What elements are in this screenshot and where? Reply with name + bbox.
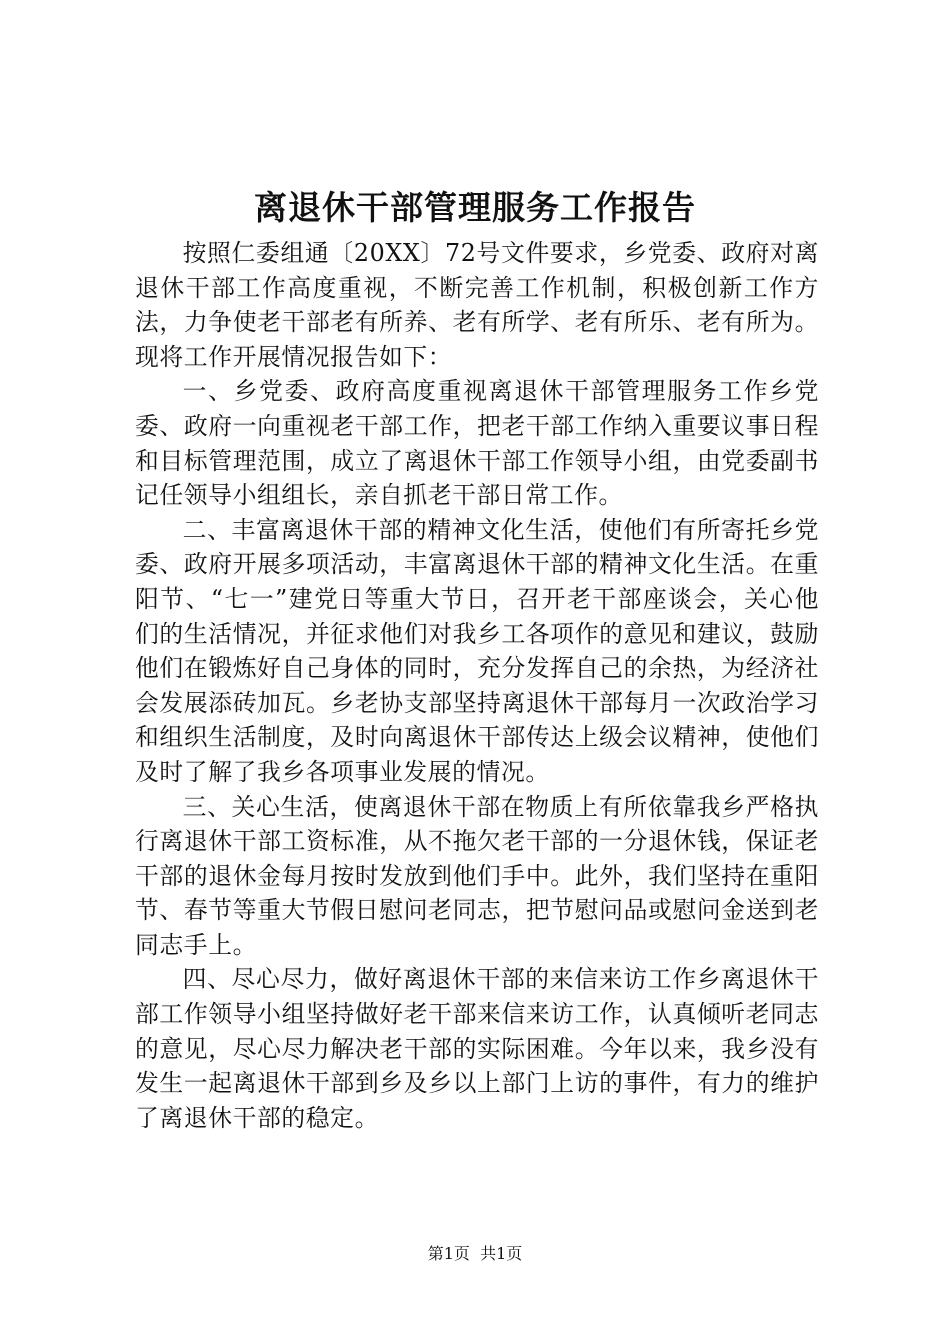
page-number: 第1页 共1页 [427, 1244, 523, 1263]
paragraph-section-1: 一、乡党委、政府高度重视离退休干部管理服务工作乡党委、政府一向重视老干部工作，把老干部工作纳入重要议事日程和目标管理范围，成立了离退休干部工作领导小组，由党委副书记任领导小组组长，亲自抓老干部日常工作。 [135, 377, 819, 510]
paragraph-section-3: 三、关心生活，使离退休干部在物质上有所依靠我乡严格执行离退休干部工资标准，从不拖欠老干部的一分退休钱，保证老干部的退休金每月按时发放到他们手中。此外，我们坚持在重阳节、春节等重大节假日慰问老同志，把节慰问品或慰问金送到老同志手上。 [135, 792, 819, 959]
paragraph-section-4: 四、尽心尽力，做好离退休干部的来信来访工作乡离退休干部工作领导小组坚持做好老干部来信来访工作，认真倾听老同志的意见，尽心尽力解决老干部的实际困难。今年以来，我乡没有发生一起离退休干部到乡及乡以上部门上访的事件，有力的维护了离退休干部的稳定。 [135, 965, 819, 1132]
page-footer [0, 1243, 950, 1265]
document-title: 离退休干部管理服务工作报告 [254, 188, 696, 227]
document-body [135, 236, 819, 1135]
paragraph-section-2: 二、丰富离退休干部的精神文化生活，使他们有所寄托乡党委、政府开展多项活动，丰富离退休干部的精神文化生活。在重阳节、“七一”建党日等重大节日，召开老干部座谈会，关心他们的生活情况，并征求他们对我乡工各项作的意见和建议，鼓励他们在锻炼好自己身体的同时，充分发挥自己的余热，为经济社会发展添砖加瓦。乡老协支部坚持离退休干部每月一次政治学习和组织生活制度，及时向离退休干部传达上级会议精神，使他们及时了解了我乡各项事业发展的情况。 [135, 515, 819, 786]
paragraph-intro: 按照仁委组通〔20XX〕72号文件要求，乡党委、政府对离退休干部工作高度重视，不断完善工作机制，积极创新工作方法，力争使老干部老有所养、老有所学、老有所乐、老有所为。现将工作开展情况报告如下： [135, 239, 819, 371]
